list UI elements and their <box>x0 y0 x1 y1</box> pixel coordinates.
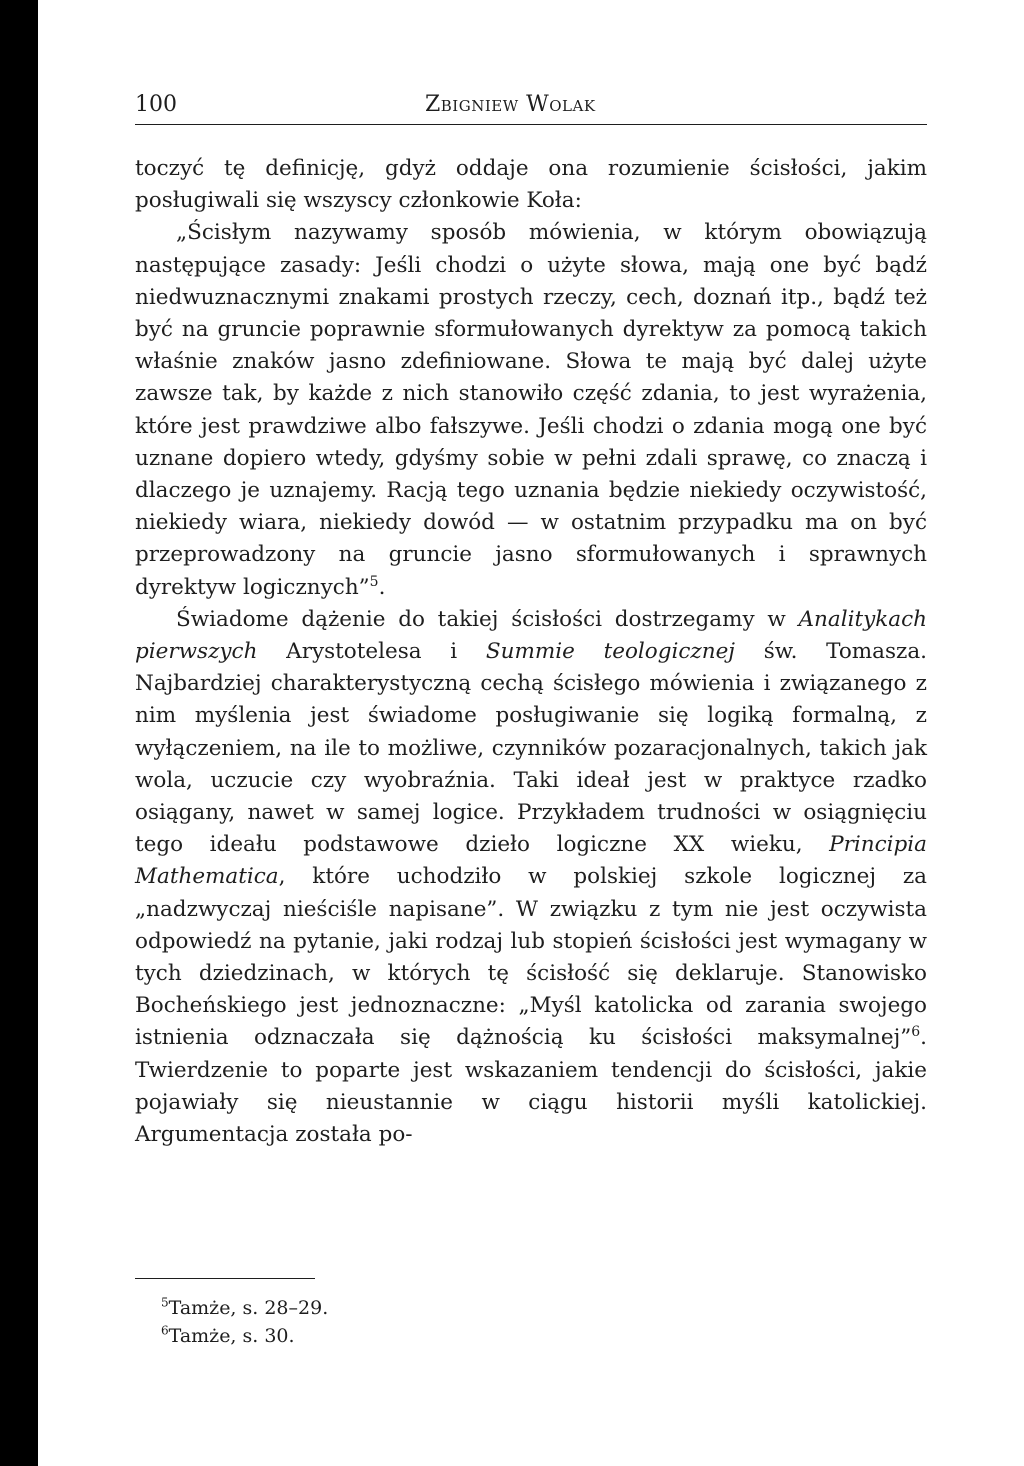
paragraph-text: Arystotelesa i <box>257 639 486 665</box>
page-number: 100 <box>135 92 177 117</box>
footnote-text: Tamże, s. 30. <box>168 1325 295 1347</box>
footnote-separator <box>135 1278 315 1279</box>
footnote <box>161 1294 328 1322</box>
punctuation: . <box>378 574 386 600</box>
italic-title: Summie teologicznej <box>485 639 735 665</box>
footnote-mark: 6 <box>161 1323 169 1338</box>
paragraph-text: . Twierdzenie to poparte jest wskazaniem tendencji do ścisłości, jakie pojawiały się nieustannie w ciągu historii myśli katolickiej. Argumentacja została po- <box>135 1025 927 1148</box>
book-page <box>38 0 1024 1466</box>
italic-title: Analitykach pierwszych <box>135 606 927 665</box>
quote-text: „Ścisłym nazywamy sposób mówienia, w którym obowiązują następujące zasady: Jeśli chodzi o użyte słowa, mają one być bądź niedwuznacznymi znakami prostych rzeczy, cech, doznań itp., bądź też być na gruncie poprawnie sformułowanych dyrektyw za pomocą takich właśnie znaków jasno zdefiniowane. Słowa te mają być dalej użyte zawsze tak, by każde z nich stanowiło część zdania, to jest wyrażenia, które jest prawdziwe albo fałszywe. Jeśli chodzi o zdania mogą one być uznane dopiero wtedy, gdyśmy sobie w pełni zdali sprawę, co znaczą i dlaczego je uznajemy. Racją tego uznania będzie niekiedy oczywistość, niekiedy wiara, niekiedy dowód — w ostatnim przypadku ma on być przeprowadzony na gruncie jasno sformułowanych i sprawnych dyrektyw logicznych” <box>135 220 927 600</box>
footnote-reference: 5 <box>369 573 379 590</box>
paragraph-quote <box>135 217 927 603</box>
paragraph-continuation <box>135 153 927 217</box>
italic-title: Principia Mathematica <box>135 832 927 890</box>
body-text <box>135 153 927 1151</box>
paragraph-text: toczyć tę definicję, gdyż oddaje ona rozumienie ścisłości, jakim posługiwali się wszyscy członkowie Koła: <box>135 156 927 214</box>
footnote-text: Tamże, s. 28–29. <box>168 1297 329 1319</box>
paragraph-text: św. Tomasza. Najbardziej charakterystyczną cechą ścisłego mówienia i związanego z nim myślenia jest świadome posługiwanie się logiką formalną, z wyłączeniem, na ile to możliwe, czynników pozaracjonalnych, takich jak wola, uczucie czy wyobraźnia. Taki ideał jest w praktyce rzadko osiągany, nawet w samej logice. Przykładem trudności w osiągnięciu tego ideału podstawowe dzieło logiczne XX wieku, <box>135 639 927 858</box>
footnote-reference: 6 <box>911 1024 921 1041</box>
paragraph-text: , które uchodziło w polskiej szkole logicznej za „nadzwyczaj nieściśle napisane”. W związku z tym nie jest oczywista odpowiedź na pytanie, jaki rodzaj lub stopień ścisłości jest wymagany w tych dziedzinach, w których tę ścisłość się deklaruje. Stanowisko Bocheńskiego jest jednoznaczne: „Myśl katolicka od zarania swojego istnienia odznaczała się dążnością ku ścisłości maksymalnej” <box>135 864 927 1051</box>
paragraph-main <box>135 604 927 1151</box>
footnote-mark: 5 <box>161 1295 169 1310</box>
footnote <box>161 1322 328 1350</box>
running-head-author: Zbigniew Wolak <box>425 92 596 117</box>
paragraph-text: Świadome dążenie do takiej ścisłości dostrzegamy w <box>176 606 799 632</box>
page-header <box>135 90 927 125</box>
footnotes <box>161 1294 328 1350</box>
